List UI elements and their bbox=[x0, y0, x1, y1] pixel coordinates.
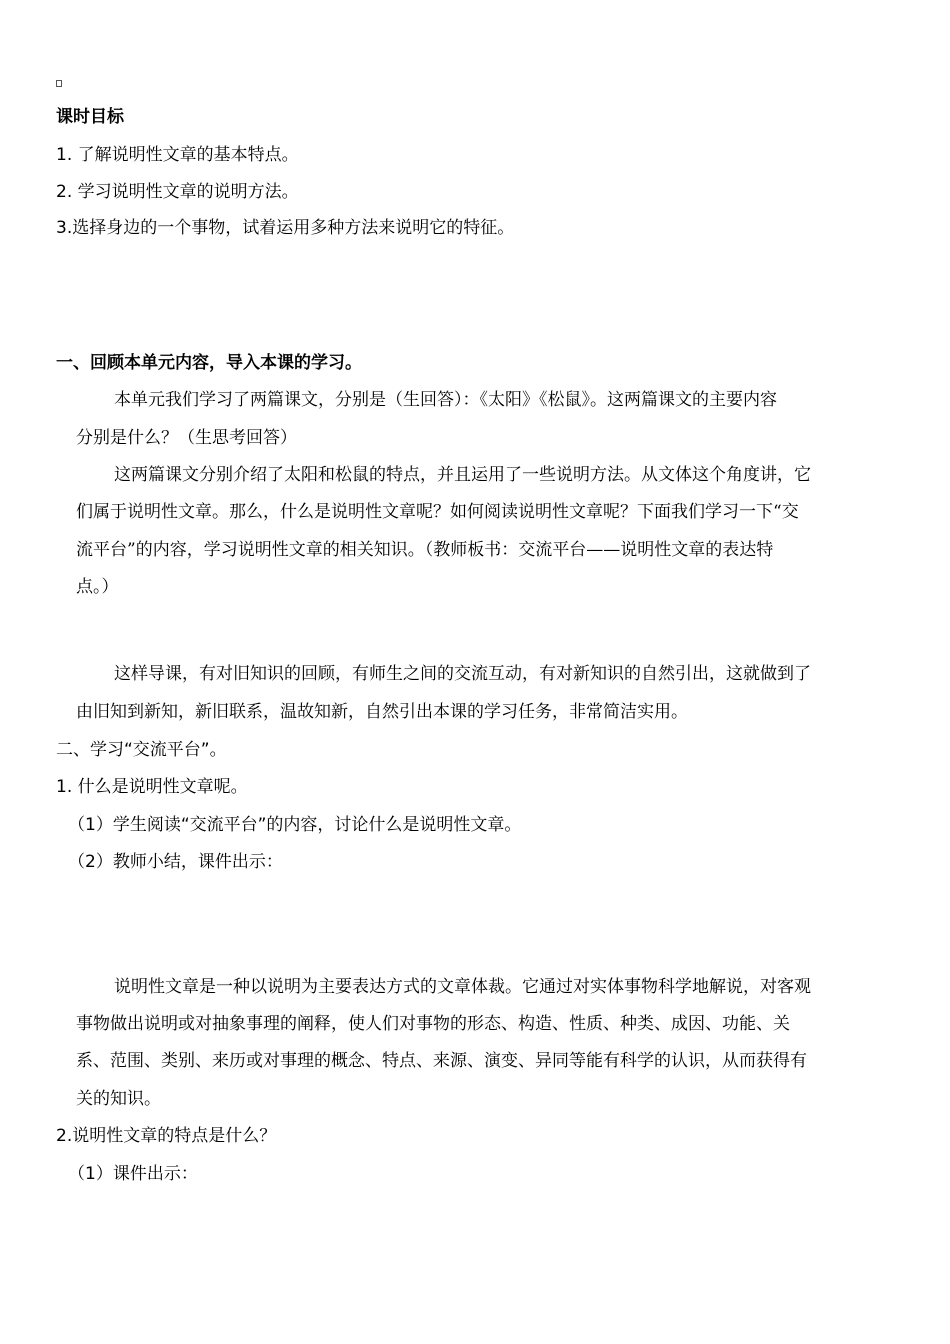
goal-item-3: 3.选择身边的一个事物，试着运用多种方法来说明它的特征。 bbox=[56, 218, 515, 238]
para2-line-1: 这两篇课文分别介绍了太阳和松鼠的特点，并且运用了一些说明方法。从文体这个角度讲，它 bbox=[114, 465, 811, 485]
para1-line-2: 分别是什么？（生思考回答） bbox=[76, 428, 297, 448]
q1-step-2: （2）教师小结，课件出示： bbox=[68, 852, 283, 872]
definition-line-4: 关的知识。 bbox=[76, 1089, 161, 1109]
para1-line-1: 本单元我们学习了两篇课文，分别是（生回答）：《太阳》《松鼠》。这两篇课文的主要内容 bbox=[114, 390, 777, 410]
goal-item-2: 2. 学习说明性文章的说明方法。 bbox=[56, 182, 299, 202]
para2-line-4: 点。） bbox=[76, 577, 119, 597]
para2-line-2: 们属于说明性文章。那么，什么是说明性文章呢？如何阅读说明性文章呢？下面我们学习一下“交 bbox=[76, 502, 799, 522]
q1-text: 1. 什么是说明性文章呢。 bbox=[56, 777, 248, 797]
page-marker bbox=[56, 80, 62, 87]
comment-line-1: 这样导课，有对旧知识的回顾，有师生之间的交流互动，有对新知识的自然引出，这就做到了 bbox=[114, 664, 811, 684]
goals-heading: 课时目标 bbox=[56, 107, 124, 127]
definition-line-1: 说明性文章是一种以说明为主要表达方式的文章体裁。它通过对实体事物科学地解说，对客观 bbox=[114, 977, 811, 997]
section1-heading: 一、回顾本单元内容，导入本课的学习。 bbox=[56, 353, 362, 373]
goal-item-1: 1. 了解说明性文章的基本特点。 bbox=[56, 145, 299, 165]
q2-text: 2.说明性文章的特点是什么？ bbox=[56, 1126, 277, 1146]
definition-line-2: 事物做出说明或对抽象事理的阐释，使人们对事物的形态、构造、性质、种类、成因、功能、关 bbox=[76, 1014, 790, 1034]
definition-line-3: 系、范围、类别、来历或对事理的概念、特点、来源、演变、异同等能有科学的认识，从而获得有 bbox=[76, 1051, 807, 1071]
para2-line-3: 流平台”的内容，学习说明性文章的相关知识。（教师板书：交流平台——说明性文章的表达特 bbox=[76, 540, 774, 560]
q2-step-1: （1）课件出示： bbox=[68, 1164, 198, 1184]
section2-heading: 二、学习“交流平台”。 bbox=[56, 740, 227, 760]
q1-step-1: （1）学生阅读“交流平台”的内容，讨论什么是说明性文章。 bbox=[68, 815, 522, 835]
comment-line-2: 由旧知到新知，新旧联系，温故知新，自然引出本课的学习任务，非常简洁实用。 bbox=[76, 702, 688, 722]
